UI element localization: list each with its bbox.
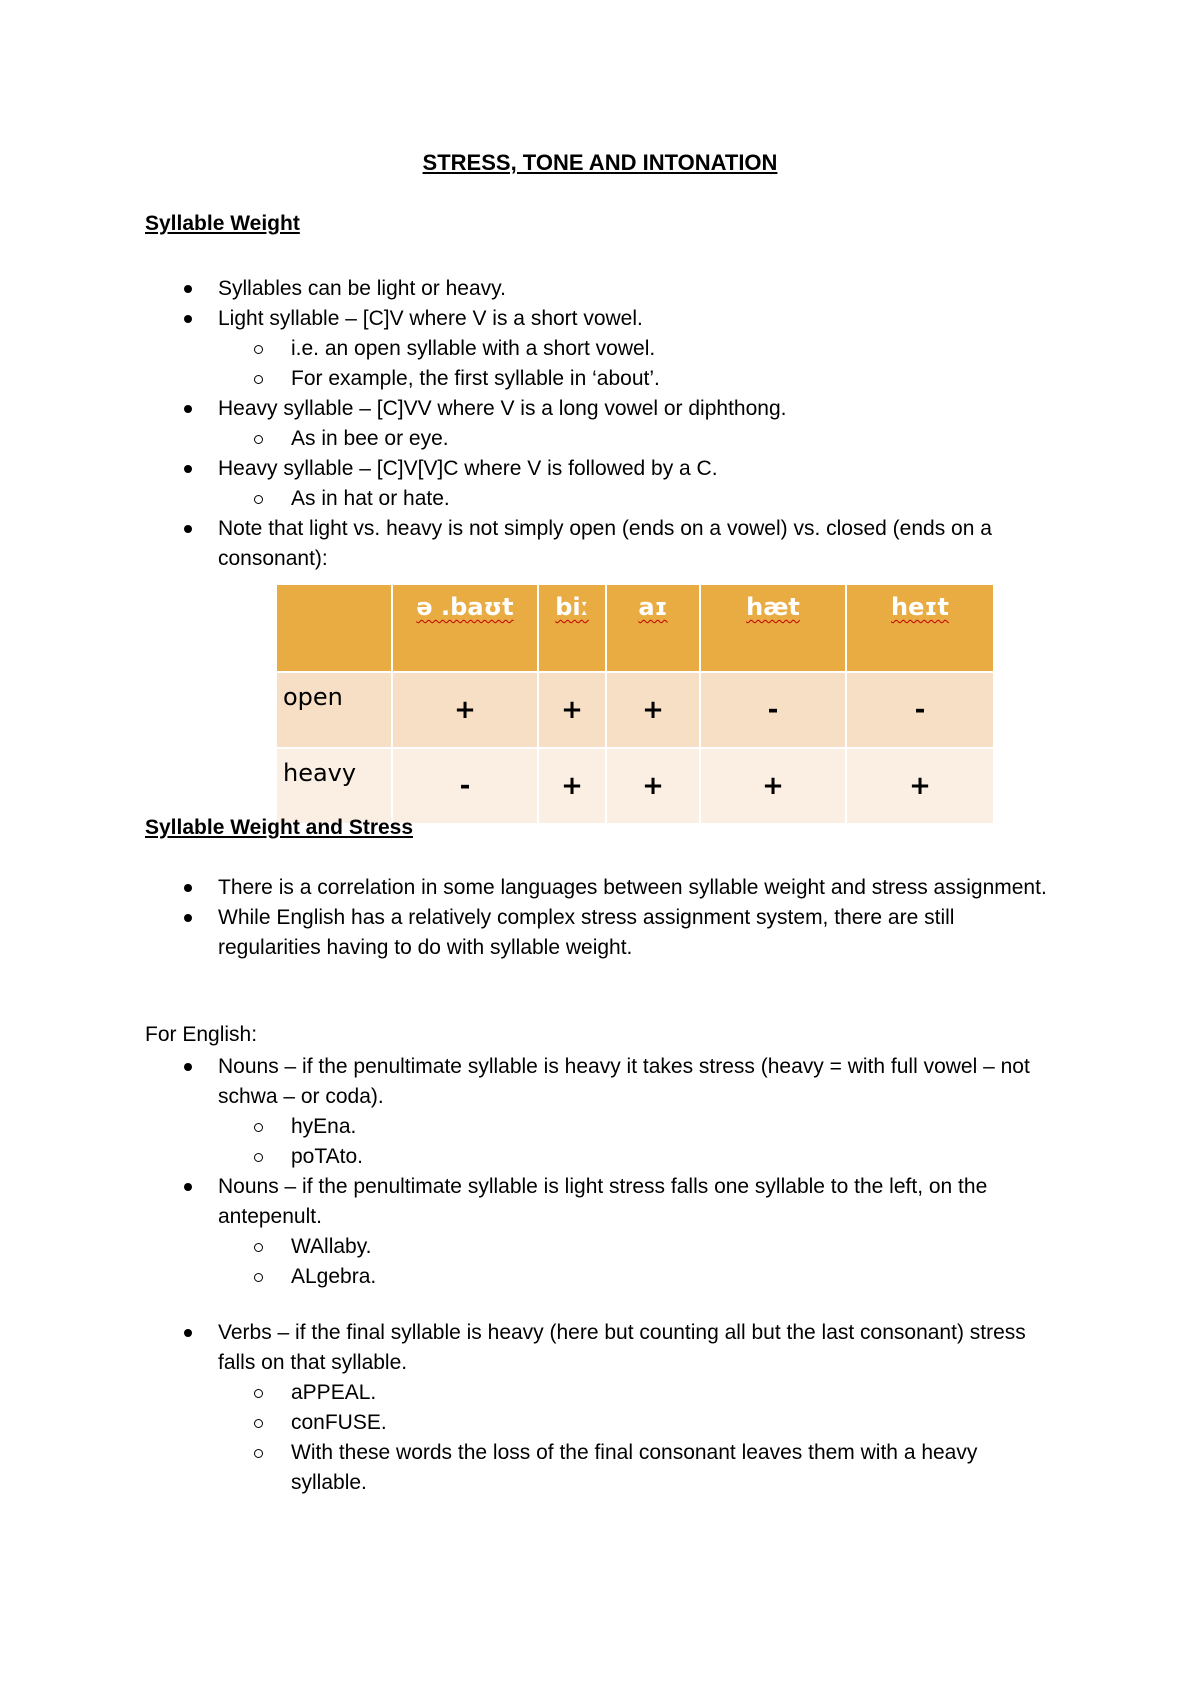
list-item: Heavy syllable – [C]V[V]C where V is followed by a C. As in hat or hate.	[0, 454, 1200, 514]
table-cell: +	[392, 672, 538, 748]
table-cell: +	[606, 748, 700, 824]
sub-list	[218, 1378, 1050, 1498]
table-cell: -	[846, 672, 994, 748]
table-column-header: hæt	[700, 584, 846, 672]
sub-list	[218, 1112, 1050, 1172]
sub-list-item: For example, the first syllable in ‘about’.	[218, 364, 1050, 394]
sub-list-item: poTAto.	[218, 1142, 1050, 1172]
weight-stress-list	[0, 873, 1200, 963]
table-corner-cell	[276, 584, 392, 672]
table-column-header: heɪt	[846, 584, 994, 672]
sub-list	[218, 334, 1050, 394]
sub-list-item: hyEna.	[218, 1112, 1050, 1142]
table-cell: +	[846, 748, 994, 824]
sub-list-item: conFUSE.	[218, 1408, 1050, 1438]
document-title: STRESS, TONE AND INTONATION	[422, 150, 778, 175]
table-row-open	[276, 672, 994, 748]
sub-list-item: As in bee or eye.	[218, 424, 1050, 454]
list-item: Light syllable – [C]V where V is a short vowel. i.e. an open syllable with a short vowel. For example, the first syllable in ‘about’.	[0, 304, 1200, 394]
table-header-row	[276, 584, 994, 672]
list-item: While English has a relatively complex stress assignment system, there are still regularities having to do with syllable weight.	[0, 903, 1200, 963]
table-row-heavy	[276, 748, 994, 824]
table-cell: +	[606, 672, 700, 748]
table-cell: +	[538, 748, 606, 824]
for-english-label: For English:	[145, 1023, 258, 1046]
section-heading-syllable-weight: Syllable Weight	[145, 212, 300, 235]
list-item: There is a correlation in some languages between syllable weight and stress assignment.	[0, 873, 1200, 903]
list-item: Nouns – if the penultimate syllable is light stress falls one syllable to the left, on the antepenult. WAllaby. ALgebra.	[0, 1172, 1200, 1292]
english-rules-list	[0, 1052, 1200, 1498]
table-column-header: ə .baʊt	[392, 584, 538, 672]
section-heading-weight-and-stress: Syllable Weight and Stress	[145, 816, 414, 839]
table-cell: -	[392, 748, 538, 824]
table-column-header: aɪ	[606, 584, 700, 672]
table-row-label: heavy	[276, 748, 392, 824]
sub-list-item: ALgebra.	[218, 1262, 1050, 1292]
sub-list	[218, 1232, 1050, 1292]
sub-list-item: With these words the loss of the final consonant leaves them with a heavy syllable.	[218, 1438, 1050, 1498]
list-item: Nouns – if the penultimate syllable is heavy it takes stress (heavy = with full vowel – not schwa – or coda). hyEna. poTAto.	[0, 1052, 1200, 1172]
table-cell: +	[700, 748, 846, 824]
list-item: Note that light vs. heavy is not simply open (ends on a vowel) vs. closed (ends on a consonant):	[0, 514, 1200, 574]
syllable-weight-list	[0, 274, 1200, 574]
sub-list	[218, 424, 1050, 454]
table-cell: -	[700, 672, 846, 748]
list-item: Verbs – if the final syllable is heavy (here but counting all but the last consonant) stress falls on that syllable. aPPEAL. conFUSE. With these words the loss of the final consonant leaves them with a heavy syllable.	[0, 1318, 1200, 1498]
table-row-label: open	[276, 672, 392, 748]
table-column-header: biː	[538, 584, 606, 672]
sub-list-item: As in hat or hate.	[218, 484, 1050, 514]
list-item: Syllables can be light or heavy.	[0, 274, 1200, 304]
sub-list	[218, 484, 1050, 514]
sub-list-item: aPPEAL.	[218, 1378, 1050, 1408]
sub-list-item: WAllaby.	[218, 1232, 1050, 1262]
list-item: Heavy syllable – [C]VV where V is a long vowel or diphthong. As in bee or eye.	[0, 394, 1200, 454]
table-cell: +	[538, 672, 606, 748]
syllable-weight-table	[275, 583, 995, 825]
sub-list-item: i.e. an open syllable with a short vowel.	[218, 334, 1050, 364]
